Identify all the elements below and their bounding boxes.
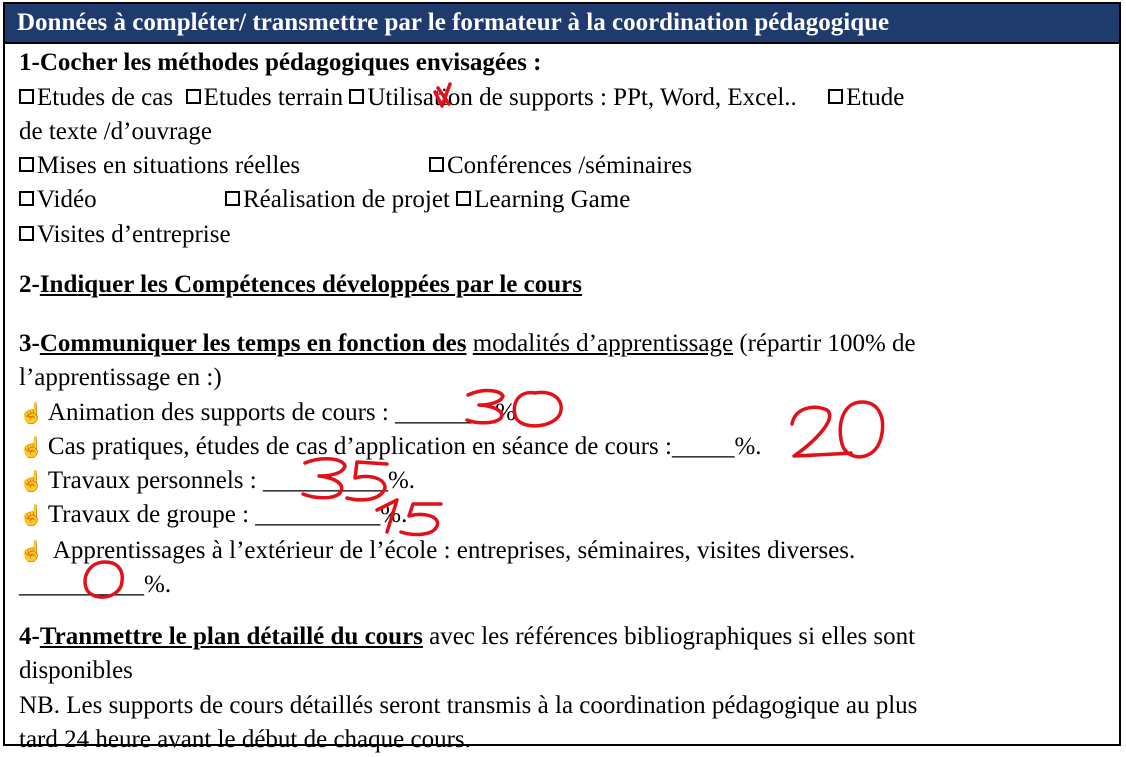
option-video[interactable]: Vidéo [19, 183, 225, 217]
blank-field[interactable]: __________ [255, 501, 381, 528]
nb-line1: NB. Les supports de cours détaillés seront transmis à la coordination pédagogique au plus [19, 692, 918, 719]
option-conferences[interactable]: Conférences /séminaires [429, 152, 692, 179]
pointing-hand-icon: ☝ [19, 541, 44, 563]
checkbox[interactable] [19, 191, 34, 206]
pointing-hand-icon: ☝ [19, 471, 44, 493]
nb-line2: tard 24 heure avant le début de chaque cours. [19, 726, 471, 753]
option-etudes-terrain[interactable]: Etudes terrain [186, 84, 344, 111]
form-sheet [3, 2, 1121, 753]
time-item-cas-pratiques: ☝ Cas pratiques, études de cas d’application en séance de cours :_____%. [19, 433, 762, 460]
option-learning-game[interactable]: Learning Game [456, 186, 630, 213]
time-item-exterieur-blank: __________%. [19, 571, 172, 598]
time-item-travaux-groupe: ☝ Travaux de groupe : __________%. [19, 501, 408, 528]
checkbox[interactable] [828, 89, 843, 104]
time-item-exterieur: ☝ Apprentissages à l’extérieur de l’école : entreprises, séminaires, visites diverses. [19, 537, 856, 564]
option-etude-texte[interactable]: Etude [828, 84, 904, 111]
option-utilisation-supports[interactable]: Utilisation de supports : PPt, Word, Excel.. [349, 84, 796, 111]
checkbox[interactable] [186, 89, 201, 104]
section2-heading: 2-Indiquer les Compétences développées par le cours [19, 271, 582, 298]
blank-field[interactable]: _____ [671, 433, 735, 460]
option-realisation-projet[interactable]: Réalisation de projet [225, 186, 450, 213]
checkbox[interactable] [19, 89, 34, 104]
methods-row-5 [19, 218, 231, 252]
time-item-travaux-personnels: ☝ Travaux personnels : __________%. [19, 467, 416, 494]
option-visites-entreprise[interactable]: Visites d’entreprise [19, 221, 231, 248]
checkbox[interactable] [456, 191, 471, 206]
pointing-hand-icon: ☝ [19, 403, 44, 425]
methods-row-3 [19, 149, 692, 183]
section3-note-line2: l’apprentissage en :) [19, 364, 222, 391]
pointing-hand-icon: ☝ [19, 505, 44, 527]
blank-field[interactable]: ________ [395, 399, 496, 426]
section3-heading: 3-Communiquer les temps en fonction des modalités d’apprentissage (répartir 100% de [19, 330, 916, 357]
time-item-animation: ☝ Animation des supports de cours : ________% [19, 399, 516, 426]
blank-field[interactable]: __________ [19, 571, 144, 598]
section1-heading: 1-Cocher les méthodes pédagogiques envisagées : [19, 49, 542, 76]
checkbox[interactable] [225, 191, 240, 206]
option-etudes-de-cas[interactable]: Etudes de cas [19, 84, 173, 111]
form-header: Données à compléter/ transmettre par le formateur à la coordination pédagogique [5, 4, 1119, 44]
pointing-hand-icon: ☝ [19, 437, 44, 459]
section4-line2: disponibles [19, 657, 133, 684]
option-mises-en-situations[interactable]: Mises en situations réelles [19, 149, 429, 183]
checkbox[interactable] [429, 157, 444, 172]
handwritten-value-20 [792, 402, 883, 457]
methods-row-1 [19, 81, 904, 115]
blank-field[interactable]: __________ [262, 467, 388, 494]
section4-heading: 4-Tranmettre le plan détaillé du cours avec les références bibliographiques si elles sont [19, 623, 916, 650]
checkbox[interactable] [19, 226, 34, 241]
option-etude-texte-continued: de texte /d’ouvrage [19, 118, 212, 145]
checkbox-checked[interactable] [349, 89, 364, 104]
checkbox[interactable] [19, 157, 34, 172]
methods-row-4 [19, 183, 630, 217]
